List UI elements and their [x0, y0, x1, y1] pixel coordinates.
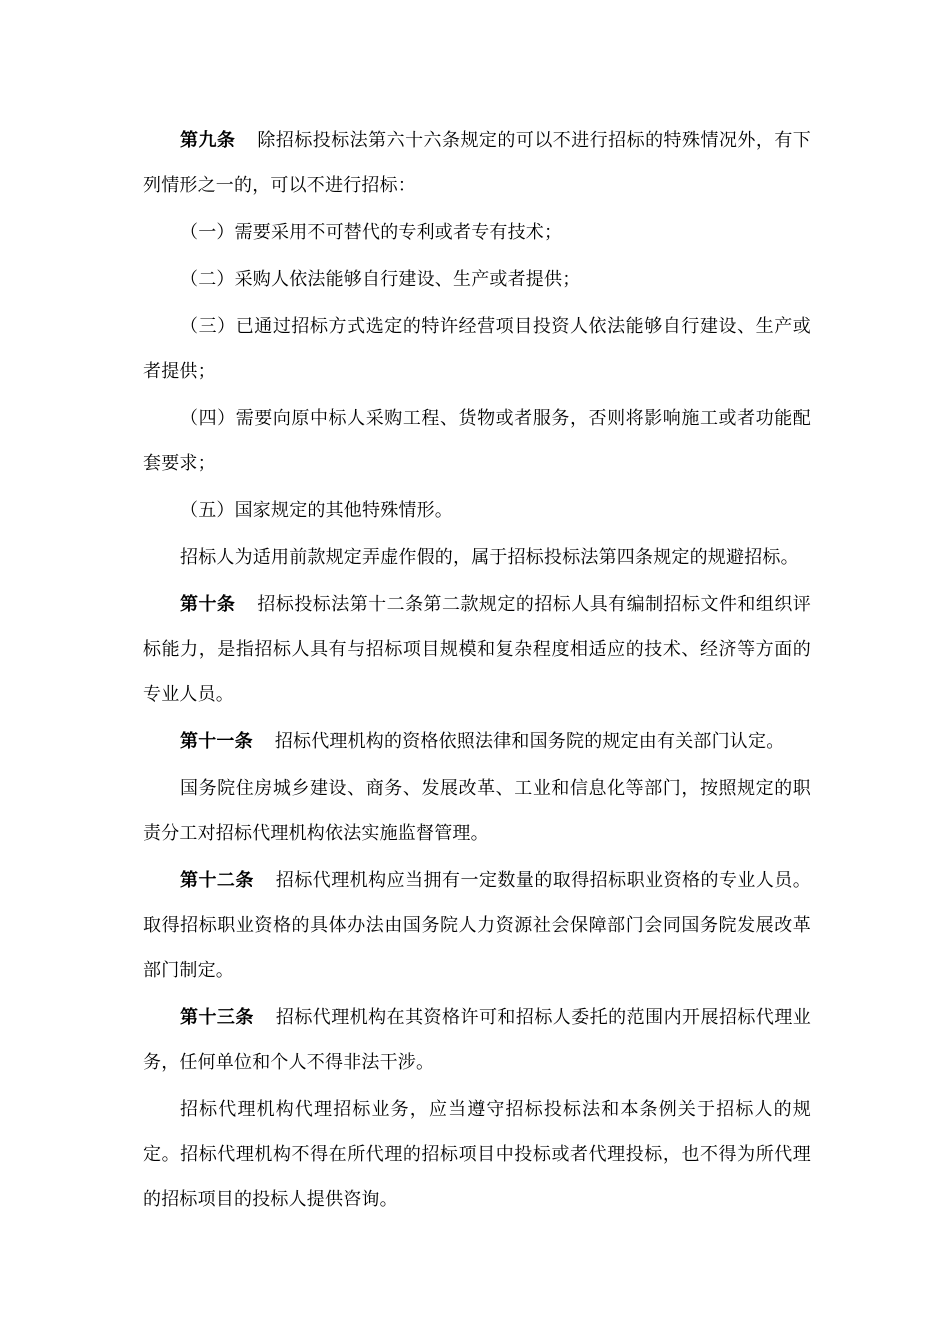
article-9-paragraph-1 [143, 118, 811, 208]
article-9-closing: 招标人为适用前款规定弄虚作假的，属于招标投标法第四条规定的规避招标。 [180, 547, 799, 568]
article-9-item-4: （四）需要向原中标人采购工程、货物或者服务，否则将影响施工或者功能配套要求； [143, 408, 811, 474]
article-12-text-1: 招标代理机构应当拥有一定数量的取得招标职业资格的专业人员。取得招标职业资格的具体办法由国务院人力资源社会保障部门会同国务院发展改革部门制定。 [143, 870, 811, 981]
article-10-heading: 第十条 [180, 594, 236, 615]
article-9-item-1: （一）需要采用不可替代的专利或者专有技术； [180, 222, 563, 243]
article-13-paragraph-1 [143, 995, 811, 1085]
article-9-item-3: （三）已通过招标方式选定的特许经营项目投资人依法能够自行建设、生产或者提供； [143, 316, 811, 382]
article-13-heading: 第十三条 [180, 1007, 254, 1028]
article-12-heading: 第十二条 [180, 870, 254, 891]
article-11-paragraph-1 [143, 719, 811, 764]
article-9-heading: 第九条 [180, 130, 236, 151]
article-11-paragraph-2: 国务院住房城乡建设、商务、发展改革、工业和信息化等部门，按照规定的职责分工对招标代理机构依法实施监督管理。 [143, 778, 811, 844]
article-9-item-2: （二）采购人依法能够自行建设、生产或者提供； [180, 269, 581, 290]
article-11-text-1: 招标代理机构的资格依照法律和国务院的规定由有关部门认定。 [274, 731, 785, 752]
document-body [143, 118, 811, 1224]
article-13-paragraph-2: 招标代理机构代理招标业务，应当遵守招标投标法和本条例关于招标人的规定。招标代理机构不得在所代理的招标项目中投标或者代理投标，也不得为所代理的招标项目的投标人提供咨询。 [143, 1099, 811, 1210]
article-10-text-1: 招标投标法第十二条第二款规定的招标人具有编制招标文件和组织评标能力，是指招标人具有与招标项目规模和复杂程度相适应的技术、经济等方面的专业人员。 [143, 594, 811, 705]
article-9-text-1: 除招标投标法第六十六条规定的可以不进行招标的特殊情况外，有下列情形之一的，可以不进行招标： [143, 130, 811, 196]
article-11-heading: 第十一条 [180, 731, 253, 752]
article-13-text-1: 招标代理机构在其资格许可和招标人委托的范围内开展招标代理业务，任何单位和个人不得非法干涉。 [143, 1007, 811, 1073]
article-10-paragraph-1 [143, 582, 811, 717]
article-12-paragraph-1 [143, 858, 811, 993]
article-9-item-5: （五）国家规定的其他特殊情形。 [180, 500, 453, 521]
